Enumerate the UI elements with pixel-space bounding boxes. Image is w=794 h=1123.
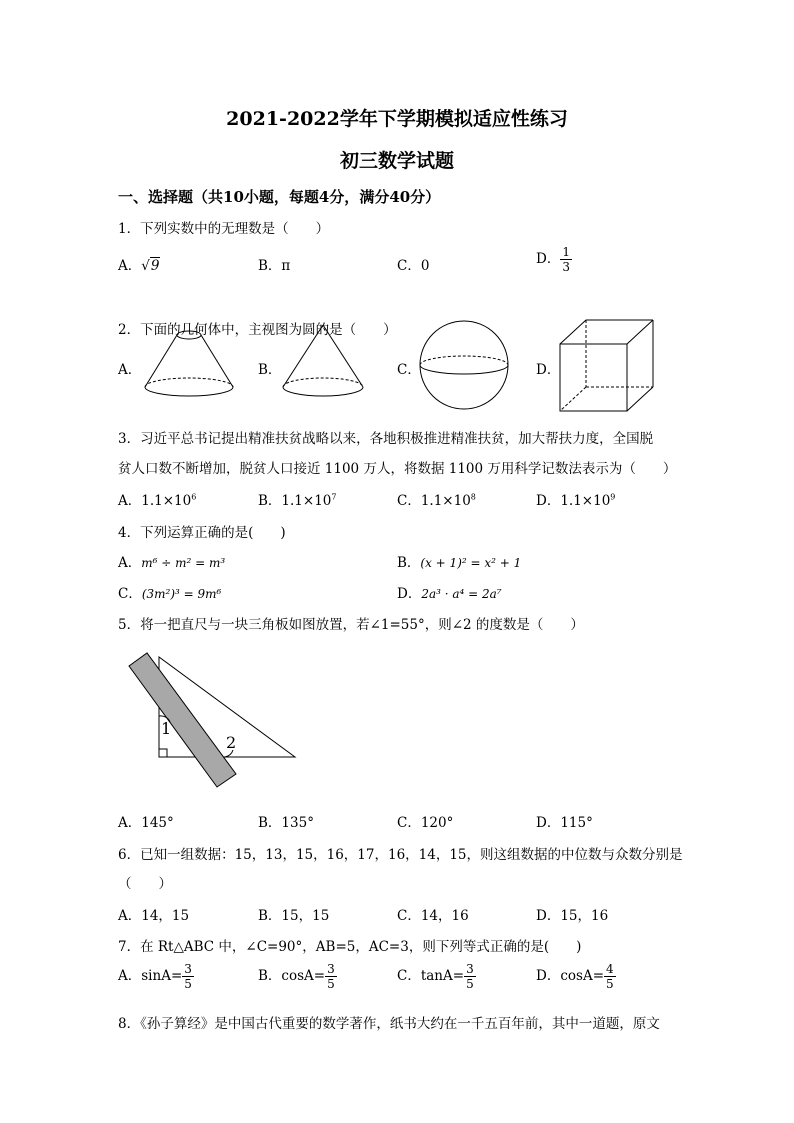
q4-b-expr: (x + 1)² = x² + 1 [420, 556, 522, 570]
q6-option-d: D．15，16 [536, 908, 609, 924]
q6-option-b: B．15，15 [258, 908, 330, 924]
q1-c-label: C． [397, 258, 421, 274]
q3-option-b [258, 489, 336, 509]
q3-line-2: 贫人口数不断增加，脱贫人口接近 1100 万人，将数据 1100 万用科学记数法表示为（ ） [118, 461, 677, 477]
q7-a-denominator: 5 [184, 977, 192, 991]
cube-figure [556, 318, 658, 413]
q4-b-label: B． [397, 555, 421, 571]
q7-c-label: C．tanA= [397, 968, 465, 984]
q1-d-numerator: 1 [562, 245, 570, 259]
q7-option-b [258, 963, 337, 990]
q1-b-value: π [281, 258, 291, 274]
q7-b-label: B．cosA= [258, 968, 326, 984]
q7-option-d [536, 963, 616, 990]
q3-option-c [397, 489, 476, 509]
q4-option-b [397, 551, 521, 571]
q5-option-a: A．145° [118, 815, 174, 831]
q1-c-value: 0 [420, 258, 430, 274]
q1-d-denominator: 3 [562, 260, 570, 274]
cone-figure [278, 322, 373, 402]
q4-d-label: D． [397, 586, 422, 602]
q4-a-label: A． [118, 555, 142, 571]
q1-d-label: D． [536, 251, 561, 267]
q6-line-2: （ ） [118, 876, 172, 892]
q1-option-b [258, 254, 290, 274]
q7-d-denominator: 5 [606, 977, 614, 991]
q1-a-label: A． [118, 258, 142, 274]
q4-option-c [118, 582, 221, 602]
q3-a-exponent: 6 [191, 492, 197, 502]
q3-c-exponent: 8 [470, 492, 476, 502]
page-subtitle: 初三数学试题 [339, 150, 454, 172]
q3-b-base: B．1.1×10 [258, 493, 332, 509]
q7-c-numerator: 3 [466, 962, 474, 976]
q5-option-b: B．135° [258, 815, 314, 831]
page-title: 2021-2022学年下学期模拟适应性练习 [226, 108, 568, 130]
q3-c-base: C．1.1×10 [397, 493, 471, 509]
q5-option-c: C．120° [397, 815, 454, 831]
q1-stem: 1．下列实数中的无理数是（ ） [118, 221, 330, 237]
q6-line-1: 6．已知一组数据：15，13，15，16，17，16，14，15，则这组数据的中位数与众数分别是 [118, 847, 683, 863]
q4-option-d [397, 582, 502, 602]
sqrt-symbol-icon: √ [141, 258, 150, 274]
q1-option-a [118, 254, 160, 274]
q5-option-d: D．115° [536, 815, 593, 831]
ruler-shape [129, 653, 236, 787]
q6-option-c: C．14，16 [397, 908, 469, 924]
q4-c-expr: (3m²)³ = 9m⁶ [141, 587, 222, 601]
q7-option-a [118, 963, 194, 990]
q7-b-numerator: 3 [327, 962, 335, 976]
q5-stem: 5．将一把直尺与一块三角板如图放置，若∠1=55°，则∠2 的度数是（ ） [118, 617, 584, 633]
right-angle-mark [159, 749, 167, 757]
q6-option-a: A．14，15 [118, 908, 190, 924]
q4-stem: 4．下列运算正确的是( ) [118, 525, 286, 541]
q7-d-label: D．cosA= [536, 968, 605, 984]
q4-a-expr: m⁶ ÷ m² = m³ [141, 556, 226, 570]
q1-option-c [397, 254, 429, 274]
angle-1-label: 1 [161, 719, 172, 738]
q3-d-exponent: 9 [610, 492, 616, 502]
section-heading: 一、选择题（共10小题，每题4分，满分40分） [118, 188, 441, 206]
sphere-figure [416, 322, 516, 408]
q1-a-value: 9 [150, 258, 160, 274]
q7-a-label: A．sinA= [118, 968, 183, 984]
q2-stem: 2．下面的几何体中，主视图为圆的是（ ） [118, 322, 397, 338]
q1-b-label: B． [258, 258, 282, 274]
q3-line-1: 3．习近平总书记提出精准扶贫战略以来，各地积极推进精准扶贫，加大帮扶力度，全国脱 [118, 431, 654, 447]
q7-d-numerator: 4 [606, 962, 614, 976]
ruler-triangle-figure [125, 650, 305, 790]
q3-option-d [536, 489, 615, 509]
q7-b-denominator: 5 [327, 977, 335, 991]
q2-option-c-label: C． [397, 362, 421, 378]
q7-a-numerator: 3 [184, 962, 192, 976]
q3-d-base: D．1.1×10 [536, 493, 611, 509]
q2-option-a-label: A． [118, 362, 142, 378]
q3-option-a [118, 489, 196, 509]
q4-option-a [118, 551, 225, 571]
angle-2-label: 2 [226, 733, 237, 752]
q2-option-b-label: B． [258, 362, 282, 378]
q3-a-base: A．1.1×10 [118, 493, 192, 509]
q4-c-label: C． [118, 586, 142, 602]
q4-d-expr: 2a³ · a⁴ = 2a⁷ [421, 587, 502, 601]
q7-option-c [397, 963, 476, 990]
frustum-figure [140, 325, 240, 400]
q7-stem: 7．在 Rt△ABC 中，∠C=90°，AB=5，AC=3，则下列等式正确的是( ) [118, 939, 582, 955]
q2-option-d-label: D． [536, 362, 561, 378]
q1-option-d [536, 246, 572, 273]
q3-b-exponent: 7 [331, 492, 337, 502]
q8-line-1: 8．《孙子算经》是中国古代重要的数学著作，纸书大约在一千五百年前，其中一道题，原文 [118, 1016, 660, 1032]
q7-c-denominator: 5 [466, 977, 474, 991]
